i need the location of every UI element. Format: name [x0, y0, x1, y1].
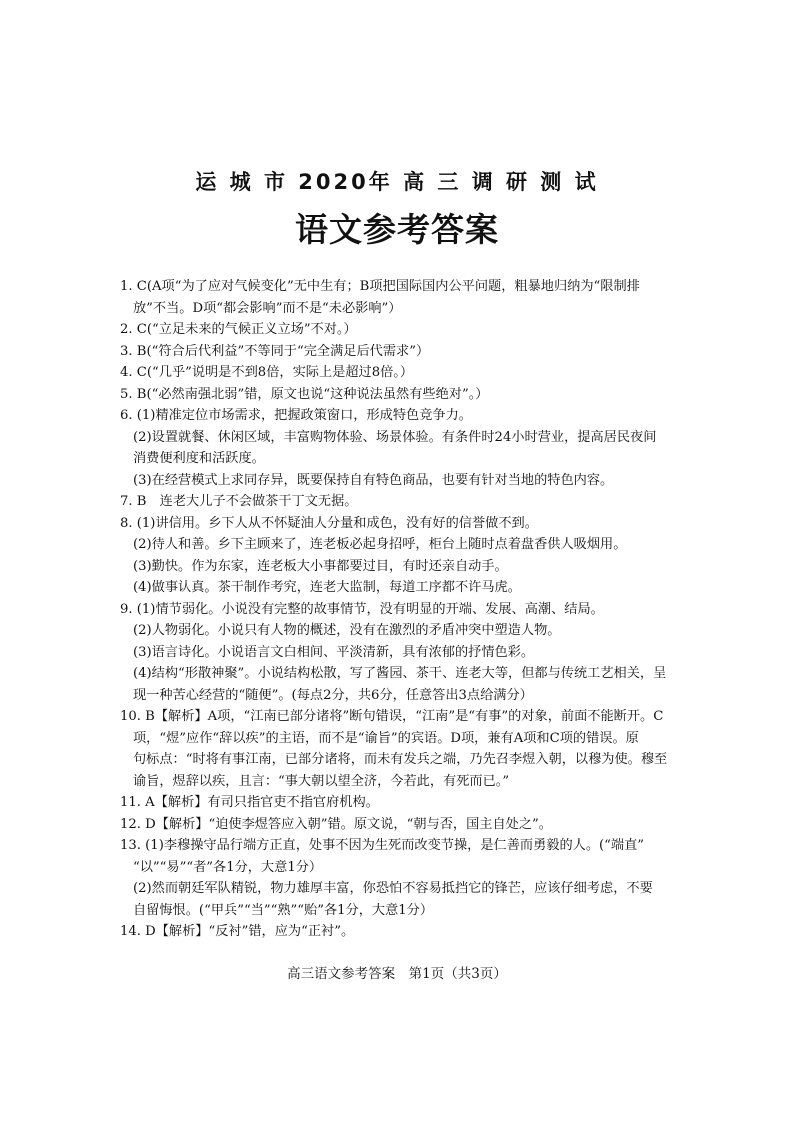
answer-line: (4)结构“形散神聚”。小说结构松散，写了酱园、茶干、连老大等，但都与传统工艺相关，呈	[133, 666, 667, 681]
answer-line: (3)语言诗化。小说语言文白相间、平淡清新，具有浓郁的抒情色彩。	[133, 644, 535, 660]
answer-line: 9. (1)情节弱化。小说没有完整的故事情节，没有明显的开端、发展、高潮、结局。	[120, 601, 604, 617]
answer-line: 现一种苦心经营的“随便”。(每点2分，共6分，任意答出3点给满分）	[133, 687, 533, 703]
answer-line: 放”不当。D项“都会影响”而不是“未必影响”）	[133, 300, 402, 316]
answer-line: (3)勤快。作为东家，连老板大小事都要过目，有时还亲自动手。	[133, 558, 508, 574]
answer-line: 10. B【解析】A项，“江南已部分诸将”断句错误，“江南”是“有事”的对象，前面不能断开。C	[120, 709, 664, 724]
answer-line: (2)然而朝廷军队精锐，物力雄厚丰富，你恐怕不容易抵挡它的锋芒，应该仔细考虑，不要	[133, 881, 653, 896]
answer-line: 14. D【解析】“反衬”错，应为“正衬”。	[120, 924, 355, 939]
answer-line: “以”“易”“者”各1分，大意1分）	[133, 859, 323, 875]
exam-title: 运 城 市 2020年 高 三 调 研 测 试	[195, 170, 599, 194]
answer-line: 自留悔恨。(“甲兵”“当”“熟”“贻”各1分，大意1分）	[133, 902, 434, 918]
answer-line: 4. C(“几乎”说明是不到8倍，实际上是超过8倍。）	[120, 365, 414, 380]
answer-line: (2)设置就餐、休闲区域，丰富购物体验、场景体验。有条件时24小时营业，提高居民夜间	[133, 429, 657, 445]
answer-line: 消费便利度和活跃度。	[133, 451, 265, 466]
answer-line: (4)做事认真。茶干制作考究，连老大监制，每道工序都不许马虎。	[133, 580, 521, 595]
answer-line: 13. (1)李穆操守品行端方正直，处事不因为生死而改变节操，是仁善而勇毅的人。(“端直”	[120, 838, 645, 853]
answer-line: (2)待人和善。乡下主顾来了，连老板必起身招呼，柜台上随时点着盘香供人吸烟用。	[133, 537, 627, 552]
answer-line: 8. (1)讲信用。乡下人从不怀疑油人分量和成色，没有好的信誉做不到。	[120, 515, 538, 531]
answer-line: 12. D【解析】“迫使李煜答应入朝”错。原文说，“朝与否，国主自处之”。	[120, 816, 552, 832]
answer-line: 5. B(“必然南强北弱”错，原文也说“这种说法虽然有些绝对”。）	[120, 386, 489, 402]
answer-line: 1. C(A项“为了应对气候变化”无中生有；B项把国际国内公平问题，粗暴地归纳为“限制排	[120, 279, 640, 294]
answer-line: 项，“煜”应作“辞以疾”的主语，而不是“谕旨”的宾语。D项，兼有A项和C项的错误。原	[133, 730, 639, 746]
answer-line: 11. A【解析】有司只指官吏不指官府机构。	[120, 795, 379, 810]
answer-line: 谕旨，煜辞以疾，且言：“事大朝以望全济，今若此，有死而已。”	[133, 773, 510, 789]
answer-line: 7. B 连老大儿子不会做茶干丁文无据。	[120, 494, 358, 509]
answer-line: (3)在经营模式上求同存异，既要保持自有特色商品，也要有针对当地的特色内容。	[133, 472, 614, 488]
answer-list	[120, 276, 680, 943]
answer-line: 句标点：“时将有事江南，已部分诸将，而未有发兵之端，乃先召李煜入朝，以穆为使。穆至	[133, 752, 668, 767]
answer-line: 6. (1)精准定位市场需求，把握政策窗口，形成特色竞争力。	[120, 408, 472, 423]
answer-line: 2. C(“立足未来的气候正义立场”不对。）	[120, 322, 357, 337]
page-title: 语文参考答案	[295, 210, 499, 249]
answer-line: (2)人物弱化。小说只有人物的概述，没有在激烈的矛盾冲突中塑造人物。	[133, 623, 561, 638]
answer-line: 3. B(“符合后代利益”不等同于“完全满足后代需求”）	[120, 343, 430, 359]
page-footer: 高三语文参考答案 第1页（共3页）	[287, 966, 507, 982]
